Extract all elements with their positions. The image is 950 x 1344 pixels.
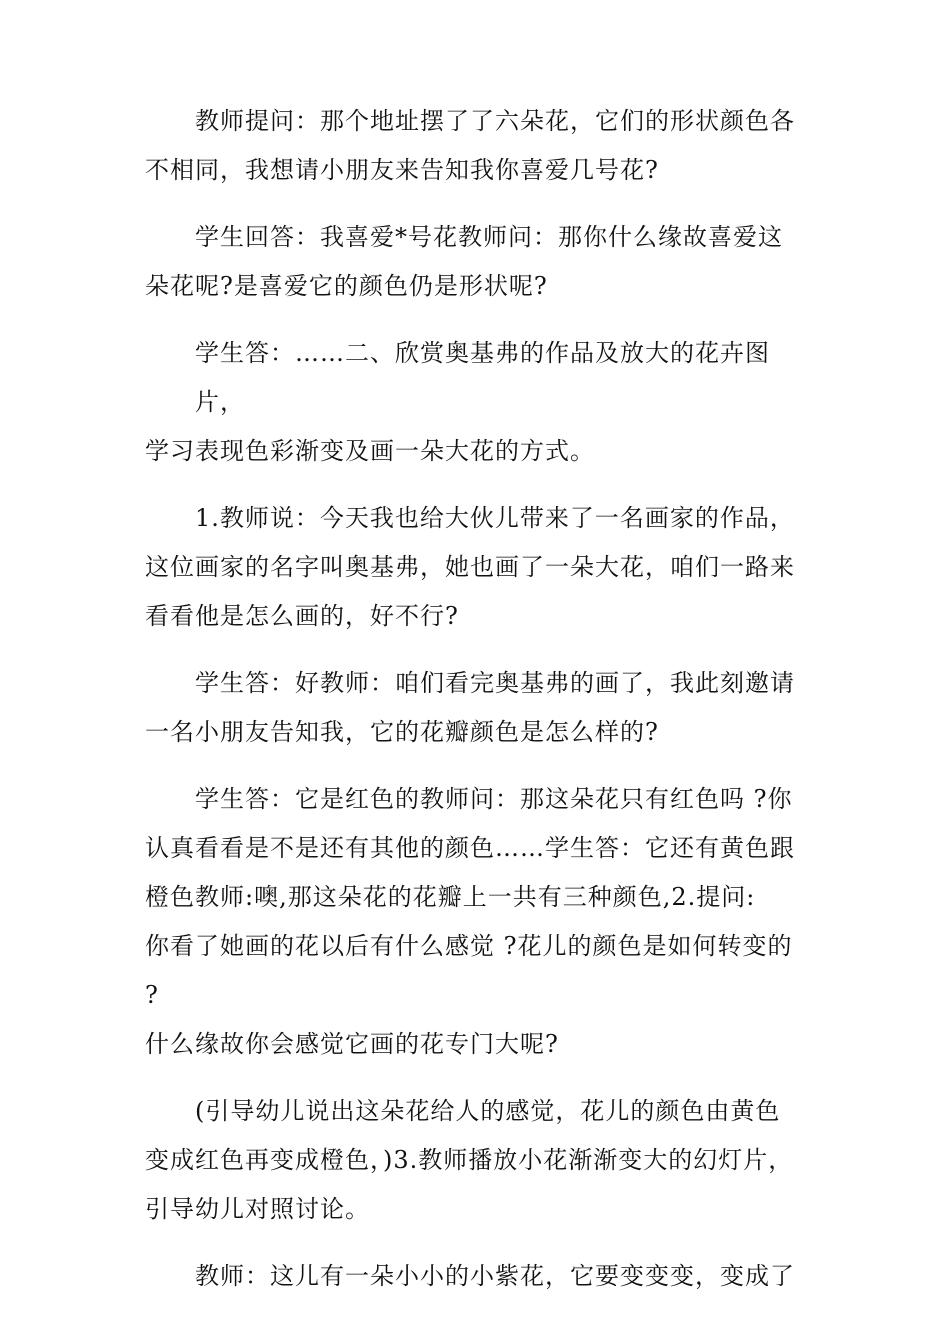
paragraph (145, 1087, 810, 1234)
text-line: 学生答：它是红色的教师问：那这朵花只有红色吗 ?你 (195, 785, 793, 813)
text-line: 1.教师说：今天我也给大伙儿带来了一名画家的作品， (195, 504, 795, 532)
text-line: 这位画家的名字叫奥基弗，她也画了一朵大花，咱们一路来 (145, 553, 795, 581)
text-line: 朵花呢?是喜爱它的颜色仍是形状呢? (145, 272, 548, 300)
text-line: 教师提问：那个地址摆了了六朵花，它们的形状颜色各 (195, 107, 795, 135)
text-line: 学生回答：我喜爱*号花教师问：那你什么缘故喜爱这 (195, 223, 783, 251)
paragraph (145, 775, 810, 1069)
paragraph (145, 213, 810, 311)
text-line: 看看他是怎么画的，好不行? (145, 602, 459, 630)
paragraph (145, 97, 810, 195)
text-line: 一名小朋友告知我，它的花瓣颜色是怎么样的? (145, 718, 659, 746)
text-line: 认真看看是不是还有其他的颜色……学生答：它还有黄色跟 (145, 834, 795, 862)
text-line: 变成红色再变成橙色，)3.教师播放小花渐渐变大的幻灯片， (145, 1146, 794, 1174)
text-line: 不相同，我想请小朋友来告知我你喜爱几号花? (145, 156, 659, 184)
document-body (145, 97, 810, 1319)
text-line: 学生答：好教师：咱们看完奥基弗的画了，我此刻邀请 (195, 669, 795, 697)
paragraph (145, 494, 810, 641)
text-line: (引导幼儿说出这朵花给人的感觉，花儿的颜色由黄色 (195, 1097, 781, 1125)
text-line: 教师：这儿有一朵小小的小紫花，它要变变变，变成了 (195, 1262, 795, 1290)
text-line: 引导幼儿对照讨论。 (145, 1195, 370, 1223)
text-line: 你看了她画的花以后有什么感觉 ?花儿的颜色是如何转变的 ? (145, 932, 793, 1009)
paragraph (145, 329, 810, 476)
text-line: 橙色教师:噢,那这朵花的花瓣上一共有三种颜色,2.提问: (145, 883, 756, 911)
text-line: 学生答：……二、欣赏奥基弗的作品及放大的花卉图片， (195, 339, 770, 416)
paragraph (145, 1252, 810, 1301)
text-line: 学习表现色彩渐变及画一朵大花的方式。 (145, 437, 595, 465)
text-line: 什么缘故你会感觉它画的花专门大呢? (145, 1030, 559, 1058)
paragraph (145, 659, 810, 757)
